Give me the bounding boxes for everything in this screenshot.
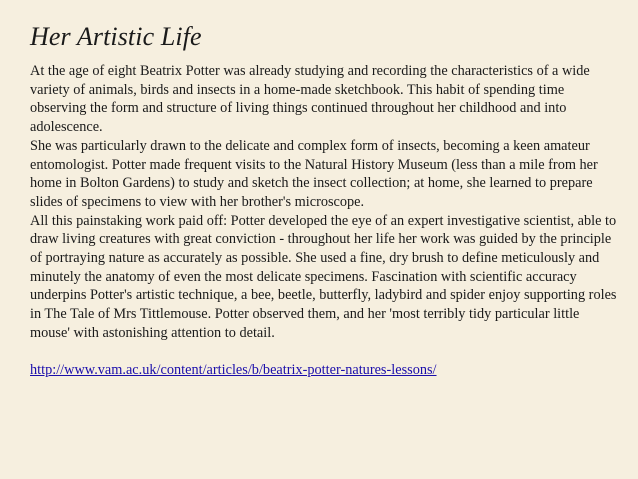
- paragraph-scientific-eye: All this painstaking work paid off: Potter developed the eye of an expert investigative scientist, able to draw living creatures with great conviction - throughout her life her work was guided by the principle of portraying nature as accurately as possible. She used a fine, dry brush to define meticulously and minutely the anatomy of even the most delicate specimens. Fascination with scientific accuracy underpins Potter's artistic technique, a bee, beetle, butterfly, ladybird and spider enjoy supporting roles in The Tale of Mrs Tittlemouse. Potter observed them, and her 'most terribly tidy particular little mouse' with astonishing attention to detail.: [30, 212, 617, 341]
- paragraph-early-life: At the age of eight Beatrix Potter was already studying and recording the characteristics of a wide variety of animals, birds and insects in a home-made sketchbook. This habit of spending time observing the form and structure of living things continued throughout her childhood and into adolescence.: [30, 63, 590, 136]
- spacer: [30, 343, 620, 362]
- slide-title: Her Artistic Life: [30, 22, 202, 51]
- source-link[interactable]: http://www.vam.ac.uk/content/articles/b/beatrix-potter-natures-lessons/: [30, 362, 437, 379]
- slide-body: [30, 62, 620, 380]
- paragraph-insects: She was particularly drawn to the delicate and complex form of insects, becoming a keen amateur entomologist. Potter made frequent visits to the Natural History Museum (less than a mile from her home in Bolton Gardens) to study and sketch the insect collection; at home, she learned to prepare slides of specimens to view with her brother's microscope.: [30, 137, 598, 210]
